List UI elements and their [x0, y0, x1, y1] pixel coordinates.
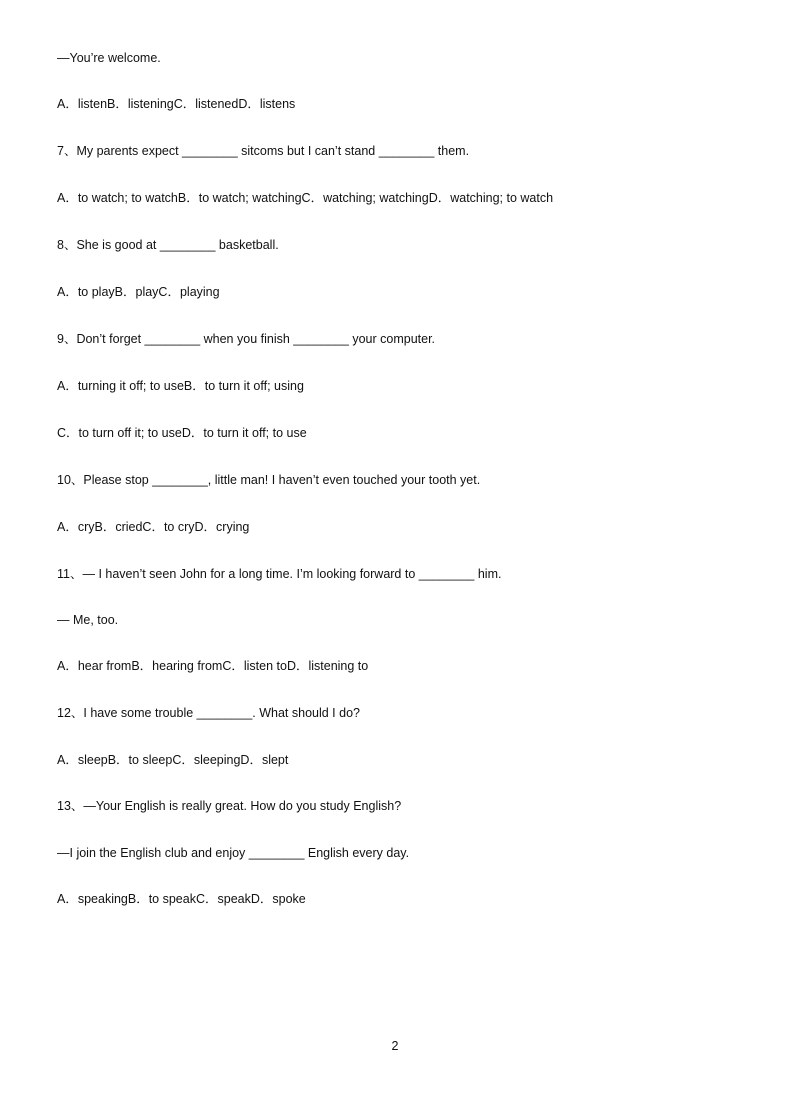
options-q11: A．hear fromB．hearing fromC．listen toD．listening to: [57, 659, 369, 673]
options-q7: A．to watch; to watchB．to watch; watchingC．watching; watchingD．watching; to watch: [57, 191, 554, 205]
options-q9-ab: A．turning it off; to useB．to turn it off; using: [57, 379, 304, 393]
page-number: 2: [391, 1039, 399, 1053]
question-13: 13、—Your English is really great. How do you study English?: [57, 799, 402, 813]
question-9: 9、Don’t forget ________ when you finish ________ your computer.: [57, 332, 436, 346]
answer-line-q13: —I join the English club and enjoy ________ English every day.: [57, 846, 410, 860]
question-11: 11、— I haven’t seen John for a long time. I’m looking forward to ________ him.: [57, 567, 502, 581]
question-10: 10、Please stop ________, little man! I haven’t even touched your tooth yet.: [57, 473, 481, 487]
options-q12: A．sleepB．to sleepC．sleepingD．slept: [57, 753, 289, 767]
answer-line-q6: —You’re welcome.: [57, 51, 161, 65]
options-q9-cd: C．to turn off it; to useD．to turn it off; to use: [57, 426, 307, 440]
question-7: 7、My parents expect ________ sitcoms but I can’t stand ________ them.: [57, 144, 470, 158]
options-q10: A．cryB．criedC．to cryD．crying: [57, 520, 250, 534]
answer-line-q11: — Me, too.: [57, 613, 119, 627]
question-12: 12、I have some trouble ________. What should I do?: [57, 706, 360, 720]
options-q6: A．listenB．listeningC．listenedD．listens: [57, 97, 296, 111]
options-q8: A．to playB．playC．playing: [57, 285, 220, 299]
options-q13: A．speakingB．to speakC．speakD．spoke: [57, 892, 306, 906]
question-8: 8、She is good at ________ basketball.: [57, 238, 279, 252]
